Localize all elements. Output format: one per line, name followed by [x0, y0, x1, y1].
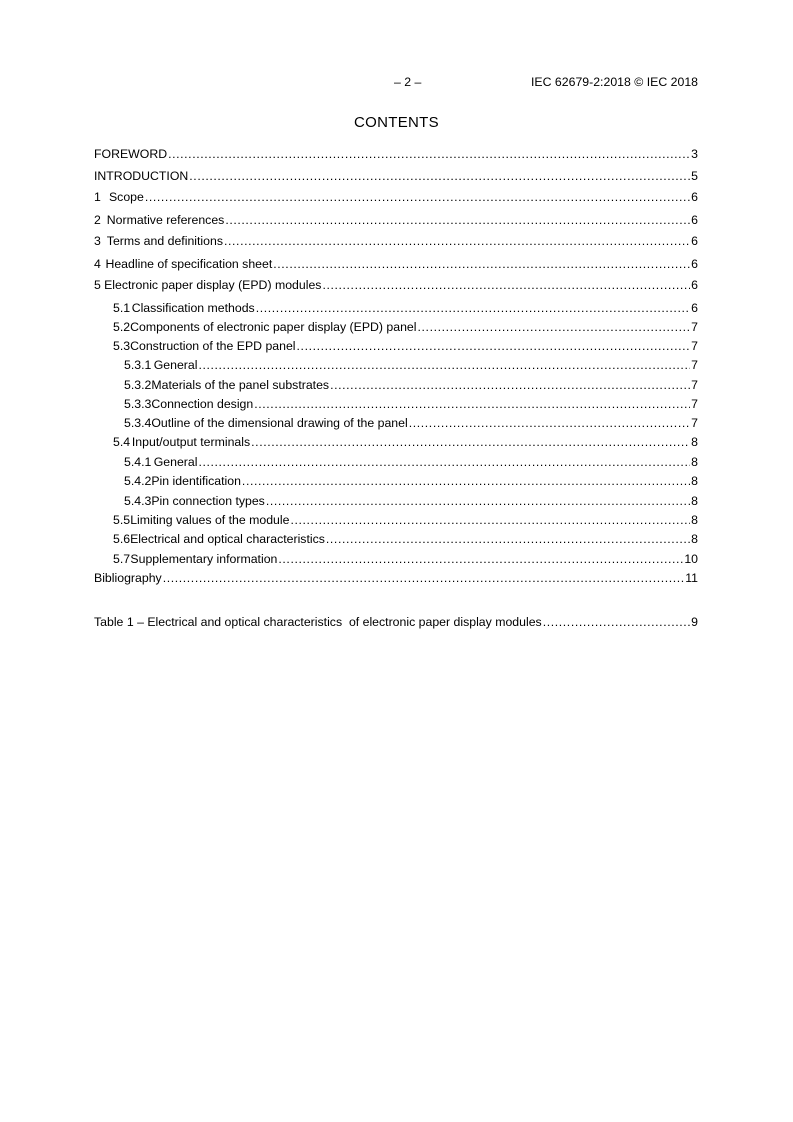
dot-leader	[297, 338, 691, 354]
toc-entry-page: 7	[691, 378, 698, 392]
toc-entry-number: 2	[94, 213, 101, 227]
toc-entry-5-7[interactable]	[94, 551, 698, 567]
toc-entry-title: Pin identification	[151, 474, 241, 488]
toc-entry-title: Outline of the dimensional drawing of the panel	[151, 416, 408, 430]
toc-entry-title: Limiting values of the module	[130, 513, 290, 527]
dot-leader	[256, 300, 690, 316]
toc-entry-title: FOREWORD	[94, 147, 168, 161]
toc-entry-title: Connection design	[151, 397, 254, 411]
toc-entry-title: Construction of the EPD panel	[130, 339, 296, 353]
toc-entry-page: 8	[691, 474, 698, 488]
toc-entry-number: 5.4.2	[124, 474, 152, 488]
dot-leader	[198, 357, 690, 373]
toc-entry-page: 8	[691, 435, 698, 449]
toc-entry-title: General	[153, 455, 198, 469]
toc-entry-5-4-2[interactable]	[94, 473, 698, 489]
toc-entry-title: Normative references	[106, 213, 225, 227]
toc-entry-title: Terms and definitions	[106, 234, 223, 248]
toc-entry-5-3[interactable]	[94, 338, 698, 354]
dot-leader	[163, 570, 685, 586]
toc-entry-5-1[interactable]	[94, 300, 698, 316]
toc-entry-page: 8	[691, 455, 698, 469]
toc-entry-5[interactable]	[94, 277, 698, 293]
toc-entry-5-6[interactable]	[94, 531, 698, 547]
document-id: IEC 62679-2:2018 © IEC 2018	[531, 75, 698, 89]
toc-entry-title: INTRODUCTION	[94, 169, 189, 183]
toc-entry-page: 7	[691, 416, 698, 430]
toc-entry-5-2[interactable]	[94, 319, 698, 335]
dot-leader	[273, 256, 690, 272]
toc-entry-2[interactable]	[94, 212, 698, 228]
toc-entry-3[interactable]	[94, 233, 698, 249]
dot-leader	[418, 319, 691, 335]
toc-entry-page: 11	[685, 571, 698, 585]
toc-entry-page: 7	[691, 358, 698, 372]
toc-entry-5-4-1[interactable]	[94, 454, 698, 470]
toc-entry-title: General	[153, 358, 198, 372]
toc-entry-number: 5.7	[113, 552, 131, 566]
dot-leader	[326, 531, 690, 547]
toc-entry-1[interactable]	[94, 189, 698, 205]
toc-entry-number: 5.4.1	[124, 455, 152, 469]
toc-entry-number: 5.3.3	[124, 397, 152, 411]
toc-entry-title: Input/output terminals	[131, 435, 251, 449]
toc-entry-5-3-4[interactable]	[94, 415, 698, 431]
toc-entry-title: Classification methods	[131, 301, 255, 315]
dot-leader	[224, 233, 690, 249]
table-entry-title: Table 1 – Electrical and optical characteristics of electronic paper display modules	[94, 615, 542, 629]
toc-entry-number: 1	[94, 190, 101, 204]
dot-leader	[145, 189, 690, 205]
dot-leader	[290, 512, 690, 528]
toc-entry-bibliography[interactable]	[94, 570, 698, 586]
toc-entry-page: 7	[691, 397, 698, 411]
dot-leader	[278, 551, 683, 567]
toc-entry-page: 3	[691, 147, 698, 161]
dot-leader	[198, 454, 690, 470]
dot-leader	[266, 493, 690, 509]
dot-leader	[168, 146, 690, 162]
toc-entry-page: 8	[691, 494, 698, 508]
dot-leader	[322, 277, 690, 293]
toc-entry-number: 5.6	[113, 532, 131, 546]
toc-entry-page: 6	[691, 301, 698, 315]
toc-entry-number: 5.3.4	[124, 416, 152, 430]
toc-entry-number: 5.4.3	[124, 494, 152, 508]
toc-entry-number: 5.5	[113, 513, 131, 527]
toc-entry-page: 6	[691, 234, 698, 248]
toc-entry-title: Scope	[108, 190, 144, 204]
dot-leader	[225, 212, 690, 228]
table-list-entry[interactable]	[94, 614, 698, 630]
toc-entry-page: 7	[691, 339, 698, 353]
toc-entry-title: Pin connection types	[151, 494, 265, 508]
toc-entry-title: Electronic paper display (EPD) modules	[104, 278, 322, 292]
toc-entry-number: 5.3.2	[124, 378, 152, 392]
dot-leader	[189, 168, 690, 184]
toc-entry-number: 5.1	[113, 301, 131, 315]
dot-leader	[242, 473, 690, 489]
toc-entry-page: 8	[691, 513, 698, 527]
toc-entry-page: 6	[691, 190, 698, 204]
toc-entry-number: 4	[94, 257, 101, 271]
toc-entry-page: 7	[691, 320, 698, 334]
toc-entry-page: 8	[691, 532, 698, 546]
toc-entry-foreword[interactable]	[94, 146, 698, 162]
contents-title: CONTENTS	[354, 114, 439, 131]
toc-entry-title: Headline of specification sheet	[105, 257, 273, 271]
toc-entry-page: 6	[691, 213, 698, 227]
toc-entry-number: 5.4	[113, 435, 131, 449]
toc-entry-title: Supplementary information	[130, 552, 278, 566]
dot-leader	[543, 614, 690, 630]
dot-leader	[251, 434, 690, 450]
toc-entry-title: Materials of the panel substrates	[151, 378, 330, 392]
toc-entry-number: 5.3.1	[124, 358, 152, 372]
toc-entry-page: 5	[691, 169, 698, 183]
toc-entry-introduction[interactable]	[94, 168, 698, 184]
toc-entry-number: 5.3	[113, 339, 131, 353]
toc-entry-number: 5.2	[113, 320, 131, 334]
page-number: – 2 –	[394, 75, 422, 89]
toc-entry-5-5[interactable]	[94, 512, 698, 528]
dot-leader	[409, 415, 690, 431]
page-header	[94, 75, 698, 91]
toc-entry-5-3-1[interactable]	[94, 357, 698, 373]
toc-entry-5-3-2[interactable]	[94, 377, 698, 393]
toc-entry-page: 10	[684, 552, 698, 566]
toc-entry-number: 5	[94, 278, 101, 292]
toc-entry-title: Bibliography	[94, 571, 162, 585]
table-entry-page: 9	[691, 615, 698, 629]
toc-entry-number: 3	[94, 234, 101, 248]
dot-leader	[330, 377, 690, 393]
toc-entry-5-4[interactable]	[94, 434, 698, 450]
toc-entry-5-4-3[interactable]	[94, 493, 698, 509]
toc-entry-title: Electrical and optical characteristics	[130, 532, 325, 546]
toc-entry-page: 6	[691, 257, 698, 271]
toc-entry-5-3-3[interactable]	[94, 396, 698, 412]
toc-entry-4[interactable]	[94, 256, 698, 272]
toc-entry-title: Components of electronic paper display (EPD) panel	[130, 320, 417, 334]
dot-leader	[254, 396, 690, 412]
toc-entry-page: 6	[691, 278, 698, 292]
